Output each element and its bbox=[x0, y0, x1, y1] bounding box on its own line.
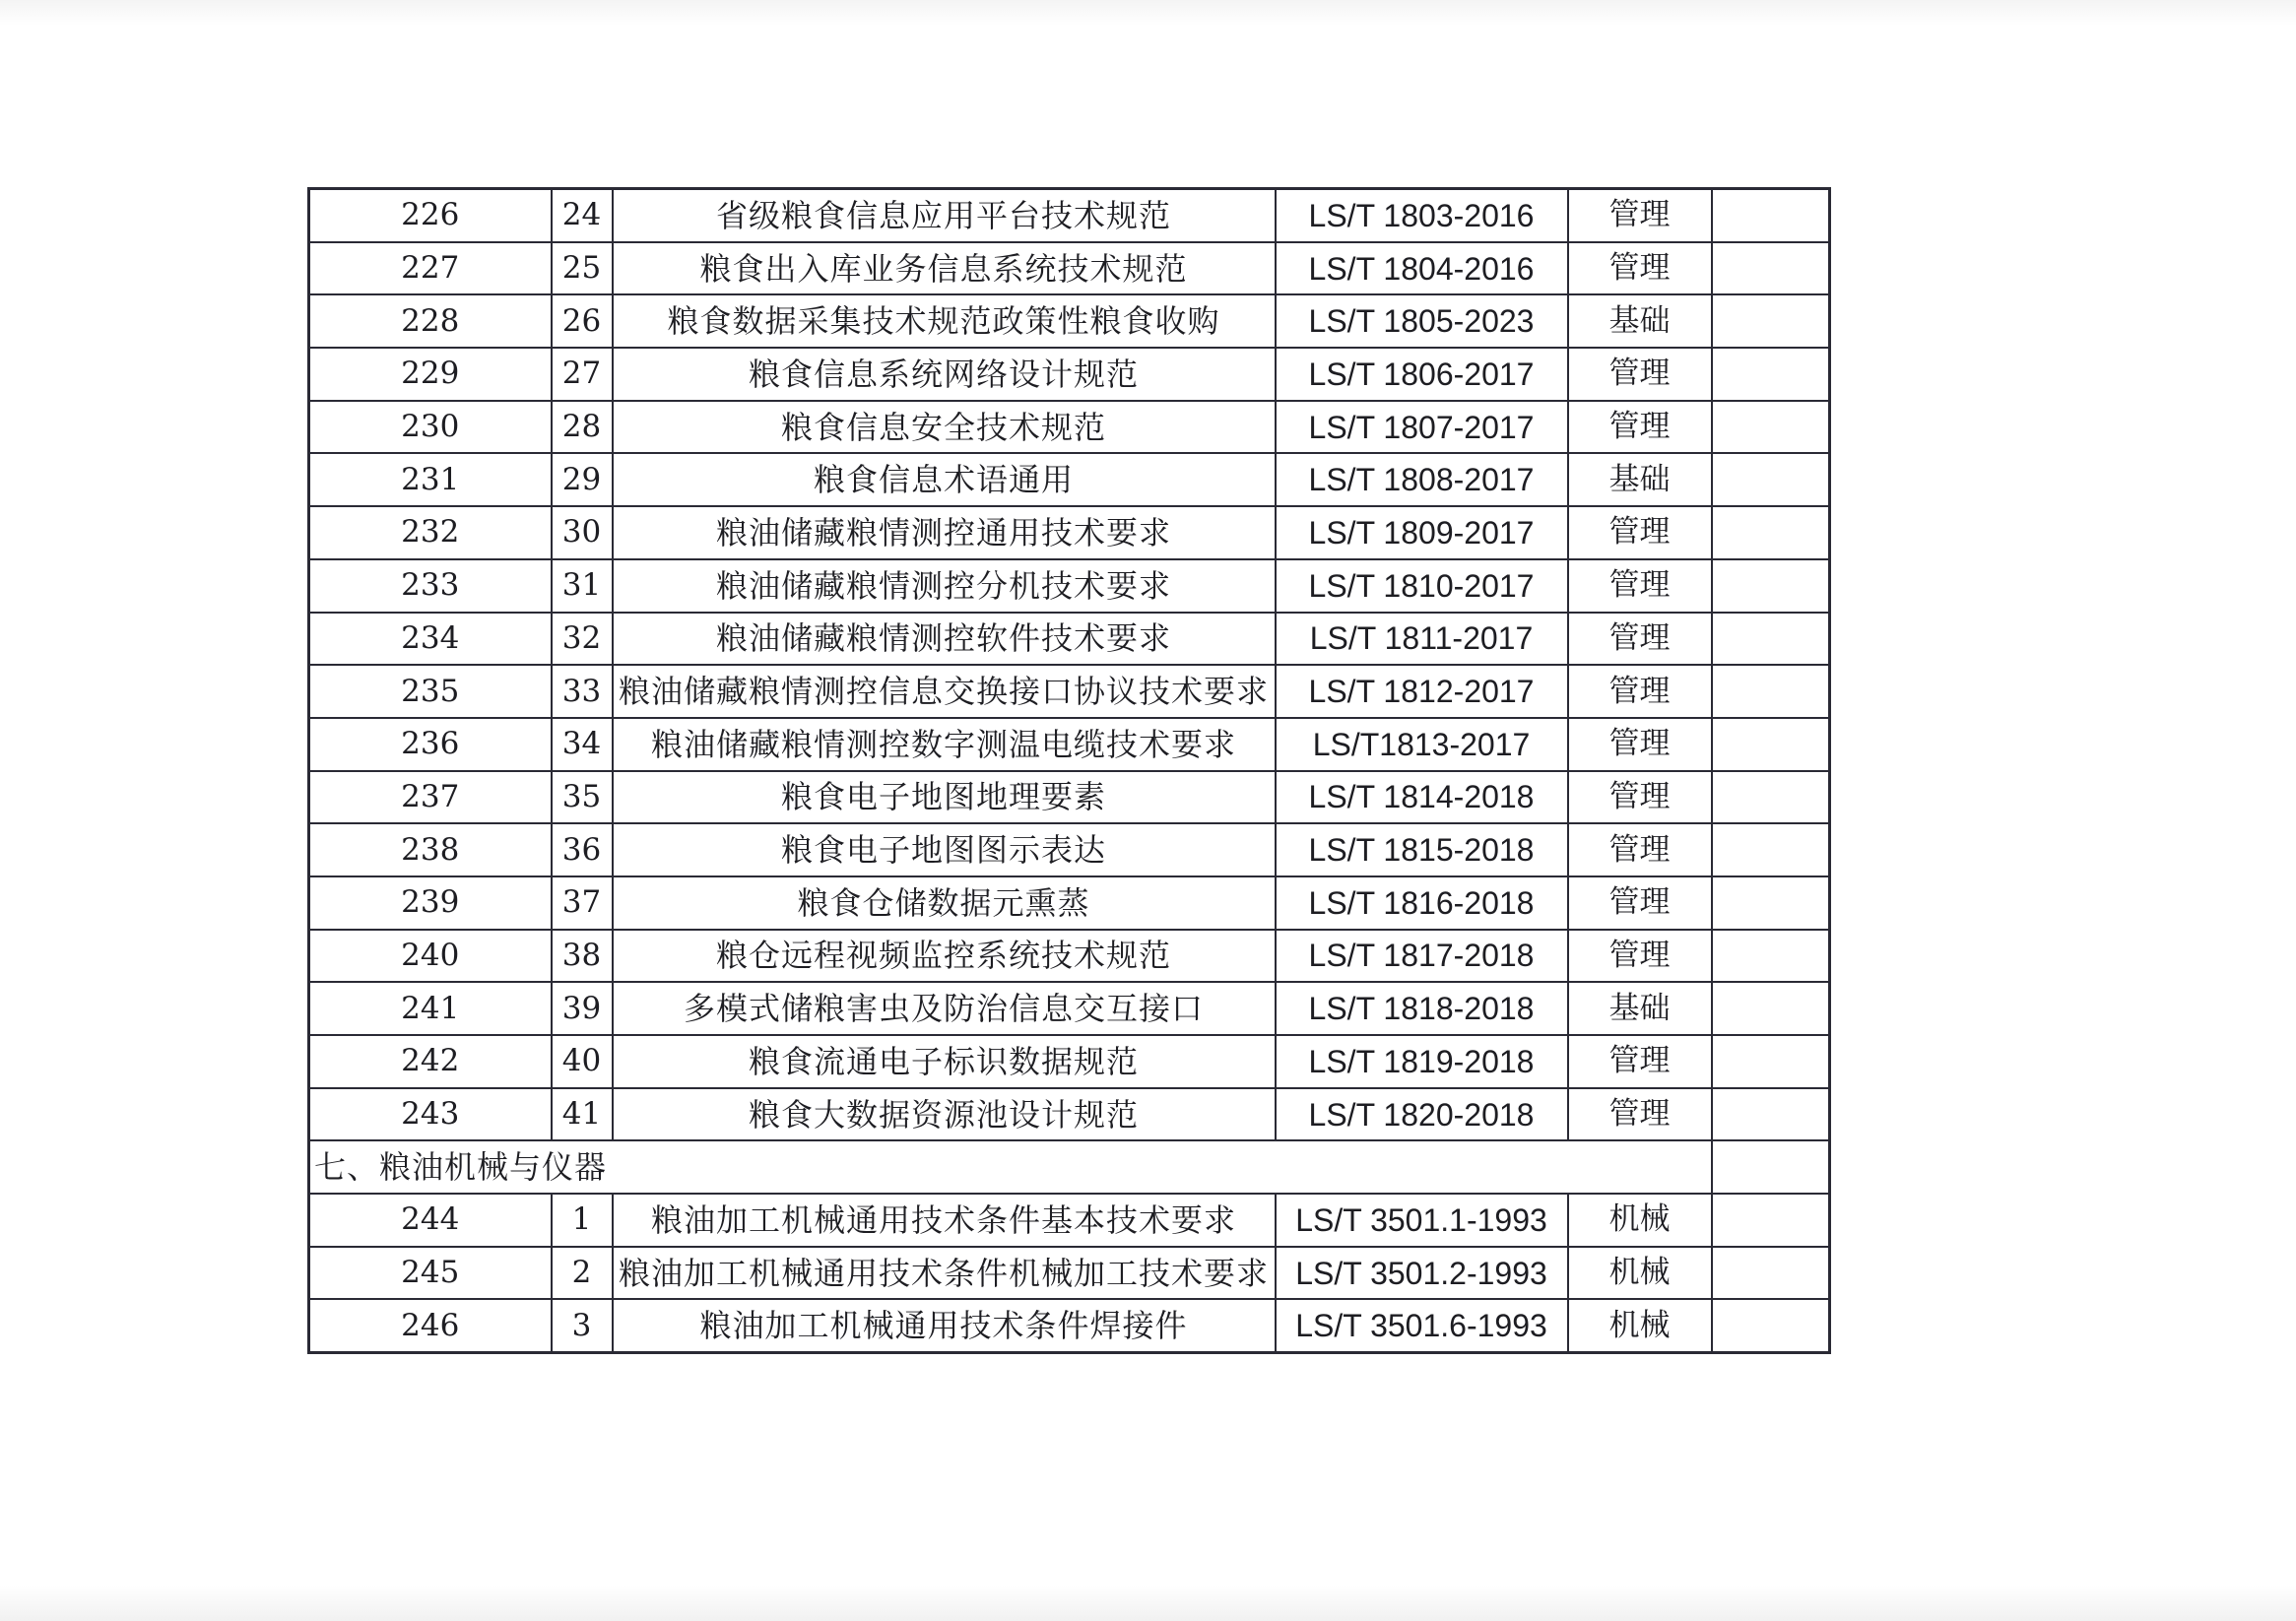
row-number: 239 bbox=[309, 876, 552, 930]
standard-title: 粮食流通电子标识数据规范 bbox=[613, 1035, 1276, 1088]
standard-category: 机械 bbox=[1568, 1247, 1712, 1300]
row-number: 243 bbox=[309, 1088, 552, 1141]
row-number: 227 bbox=[309, 242, 552, 295]
table-row bbox=[309, 718, 1830, 771]
row-subnumber: 25 bbox=[552, 242, 613, 295]
standard-category: 管理 bbox=[1568, 242, 1712, 295]
row-subnumber: 36 bbox=[552, 823, 613, 876]
standard-note bbox=[1712, 823, 1830, 876]
standard-note bbox=[1712, 242, 1830, 295]
row-number: 233 bbox=[309, 559, 552, 613]
standard-category: 管理 bbox=[1568, 1088, 1712, 1141]
standard-code: LS/T 1804-2016 bbox=[1276, 242, 1568, 295]
standard-category: 管理 bbox=[1568, 506, 1712, 559]
standard-code: LS/T 3501.6-1993 bbox=[1276, 1299, 1568, 1352]
standard-note bbox=[1712, 189, 1830, 242]
standard-note bbox=[1712, 718, 1830, 771]
row-subnumber: 41 bbox=[552, 1088, 613, 1141]
row-number: 231 bbox=[309, 453, 552, 506]
section-row bbox=[309, 1140, 1830, 1194]
standards-table-body bbox=[309, 189, 1830, 1353]
scan-edge-bottom bbox=[0, 1586, 2296, 1621]
row-number: 245 bbox=[309, 1247, 552, 1300]
standards-table bbox=[307, 187, 1831, 1354]
row-number: 240 bbox=[309, 930, 552, 983]
table-row bbox=[309, 613, 1830, 666]
standard-category: 管理 bbox=[1568, 401, 1712, 454]
table-row bbox=[309, 665, 1830, 718]
standard-title: 粮食信息术语通用 bbox=[613, 453, 1276, 506]
standard-code: LS/T 1809-2017 bbox=[1276, 506, 1568, 559]
row-subnumber: 30 bbox=[552, 506, 613, 559]
standard-title: 粮食仓储数据元熏蒸 bbox=[613, 876, 1276, 930]
standard-title: 粮油储藏粮情测控分机技术要求 bbox=[613, 559, 1276, 613]
row-number: 229 bbox=[309, 348, 552, 401]
standard-note bbox=[1712, 506, 1830, 559]
row-subnumber: 2 bbox=[552, 1247, 613, 1300]
standard-note bbox=[1712, 1035, 1830, 1088]
standard-title: 粮油储藏粮情测控数字测温电缆技术要求 bbox=[613, 718, 1276, 771]
row-number: 230 bbox=[309, 401, 552, 454]
standard-category: 基础 bbox=[1568, 294, 1712, 348]
table-row bbox=[309, 1194, 1830, 1247]
standard-title: 粮食出入库业务信息系统技术规范 bbox=[613, 242, 1276, 295]
standard-title: 粮仓远程视频监控系统技术规范 bbox=[613, 930, 1276, 983]
standard-category: 管理 bbox=[1568, 189, 1712, 242]
row-subnumber: 3 bbox=[552, 1299, 613, 1352]
standard-title: 粮油储藏粮情测控信息交换接口协议技术要求 bbox=[613, 665, 1276, 718]
table-row bbox=[309, 876, 1830, 930]
row-subnumber: 32 bbox=[552, 613, 613, 666]
standard-title: 粮食信息系统网络设计规范 bbox=[613, 348, 1276, 401]
standard-note bbox=[1712, 453, 1830, 506]
row-number: 234 bbox=[309, 613, 552, 666]
standard-title: 粮食数据采集技术规范政策性粮食收购 bbox=[613, 294, 1276, 348]
table-row bbox=[309, 401, 1830, 454]
row-subnumber: 35 bbox=[552, 771, 613, 824]
table-row bbox=[309, 930, 1830, 983]
row-subnumber: 40 bbox=[552, 1035, 613, 1088]
standard-code: LS/T 1817-2018 bbox=[1276, 930, 1568, 983]
standard-title: 粮食电子地图地理要素 bbox=[613, 771, 1276, 824]
standard-code: LS/T 1814-2018 bbox=[1276, 771, 1568, 824]
standard-code: LS/T1813-2017 bbox=[1276, 718, 1568, 771]
section-note bbox=[1712, 1140, 1830, 1194]
standard-note bbox=[1712, 771, 1830, 824]
standard-note bbox=[1712, 294, 1830, 348]
standard-title: 粮食电子地图图示表达 bbox=[613, 823, 1276, 876]
row-subnumber: 33 bbox=[552, 665, 613, 718]
row-number: 246 bbox=[309, 1299, 552, 1352]
standard-note bbox=[1712, 1088, 1830, 1141]
standard-title: 粮食大数据资源池设计规范 bbox=[613, 1088, 1276, 1141]
table-row bbox=[309, 1299, 1830, 1352]
table-row bbox=[309, 1088, 1830, 1141]
standard-code: LS/T 1808-2017 bbox=[1276, 453, 1568, 506]
standard-code: LS/T 3501.1-1993 bbox=[1276, 1194, 1568, 1247]
standard-title: 粮油加工机械通用技术条件焊接件 bbox=[613, 1299, 1276, 1352]
standard-category: 管理 bbox=[1568, 348, 1712, 401]
standard-note bbox=[1712, 982, 1830, 1035]
row-subnumber: 34 bbox=[552, 718, 613, 771]
standard-title: 粮油储藏粮情测控软件技术要求 bbox=[613, 613, 1276, 666]
row-subnumber: 31 bbox=[552, 559, 613, 613]
standard-code: LS/T 1815-2018 bbox=[1276, 823, 1568, 876]
row-number: 237 bbox=[309, 771, 552, 824]
standard-note bbox=[1712, 930, 1830, 983]
standard-note bbox=[1712, 613, 1830, 666]
standard-note bbox=[1712, 1194, 1830, 1247]
row-subnumber: 37 bbox=[552, 876, 613, 930]
row-subnumber: 24 bbox=[552, 189, 613, 242]
table-row bbox=[309, 1035, 1830, 1088]
section-heading: 七、粮油机械与仪器 bbox=[309, 1140, 1712, 1194]
standard-code: LS/T 1806-2017 bbox=[1276, 348, 1568, 401]
table-row bbox=[309, 348, 1830, 401]
standard-category: 基础 bbox=[1568, 453, 1712, 506]
standard-code: LS/T 1803-2016 bbox=[1276, 189, 1568, 242]
standard-category: 管理 bbox=[1568, 665, 1712, 718]
table-row bbox=[309, 453, 1830, 506]
standard-category: 基础 bbox=[1568, 982, 1712, 1035]
standard-note bbox=[1712, 665, 1830, 718]
standard-note bbox=[1712, 1299, 1830, 1352]
standard-category: 管理 bbox=[1568, 559, 1712, 613]
row-subnumber: 39 bbox=[552, 982, 613, 1035]
standard-category: 管理 bbox=[1568, 718, 1712, 771]
row-number: 242 bbox=[309, 1035, 552, 1088]
standard-code: LS/T 1805-2023 bbox=[1276, 294, 1568, 348]
table-row bbox=[309, 1247, 1830, 1300]
standard-code: LS/T 1812-2017 bbox=[1276, 665, 1568, 718]
table-row bbox=[309, 242, 1830, 295]
standard-category: 管理 bbox=[1568, 823, 1712, 876]
standard-category: 管理 bbox=[1568, 876, 1712, 930]
standard-code: LS/T 1820-2018 bbox=[1276, 1088, 1568, 1141]
row-subnumber: 27 bbox=[552, 348, 613, 401]
row-subnumber: 26 bbox=[552, 294, 613, 348]
table-row bbox=[309, 559, 1830, 613]
table-row bbox=[309, 823, 1830, 876]
standard-code: LS/T 1816-2018 bbox=[1276, 876, 1568, 930]
row-number: 241 bbox=[309, 982, 552, 1035]
row-number: 235 bbox=[309, 665, 552, 718]
row-number: 236 bbox=[309, 718, 552, 771]
row-subnumber: 29 bbox=[552, 453, 613, 506]
table-row bbox=[309, 982, 1830, 1035]
standard-category: 管理 bbox=[1568, 930, 1712, 983]
row-number: 232 bbox=[309, 506, 552, 559]
row-number: 226 bbox=[309, 189, 552, 242]
row-subnumber: 1 bbox=[552, 1194, 613, 1247]
standard-code: LS/T 1810-2017 bbox=[1276, 559, 1568, 613]
table-row bbox=[309, 189, 1830, 242]
standard-title: 多模式储粮害虫及防治信息交互接口 bbox=[613, 982, 1276, 1035]
table-row bbox=[309, 771, 1830, 824]
scan-edge-top bbox=[0, 0, 2296, 26]
row-number: 244 bbox=[309, 1194, 552, 1247]
standard-code: LS/T 1818-2018 bbox=[1276, 982, 1568, 1035]
standard-title: 省级粮食信息应用平台技术规范 bbox=[613, 189, 1276, 242]
standard-category: 管理 bbox=[1568, 1035, 1712, 1088]
standard-title: 粮油加工机械通用技术条件机械加工技术要求 bbox=[613, 1247, 1276, 1300]
standard-code: LS/T 1807-2017 bbox=[1276, 401, 1568, 454]
standard-note bbox=[1712, 876, 1830, 930]
standard-note bbox=[1712, 1247, 1830, 1300]
standard-code: LS/T 3501.2-1993 bbox=[1276, 1247, 1568, 1300]
table-row bbox=[309, 294, 1830, 348]
standard-note bbox=[1712, 401, 1830, 454]
row-number: 228 bbox=[309, 294, 552, 348]
standard-category: 管理 bbox=[1568, 771, 1712, 824]
row-number: 238 bbox=[309, 823, 552, 876]
row-subnumber: 28 bbox=[552, 401, 613, 454]
standard-note bbox=[1712, 348, 1830, 401]
standard-code: LS/T 1811-2017 bbox=[1276, 613, 1568, 666]
standard-title: 粮油加工机械通用技术条件基本技术要求 bbox=[613, 1194, 1276, 1247]
standard-note bbox=[1712, 559, 1830, 613]
standard-title: 粮食信息安全技术规范 bbox=[613, 401, 1276, 454]
standard-code: LS/T 1819-2018 bbox=[1276, 1035, 1568, 1088]
table-row bbox=[309, 506, 1830, 559]
standard-title: 粮油储藏粮情测控通用技术要求 bbox=[613, 506, 1276, 559]
standard-category: 机械 bbox=[1568, 1194, 1712, 1247]
standard-category: 管理 bbox=[1568, 613, 1712, 666]
row-subnumber: 38 bbox=[552, 930, 613, 983]
standard-category: 机械 bbox=[1568, 1299, 1712, 1352]
